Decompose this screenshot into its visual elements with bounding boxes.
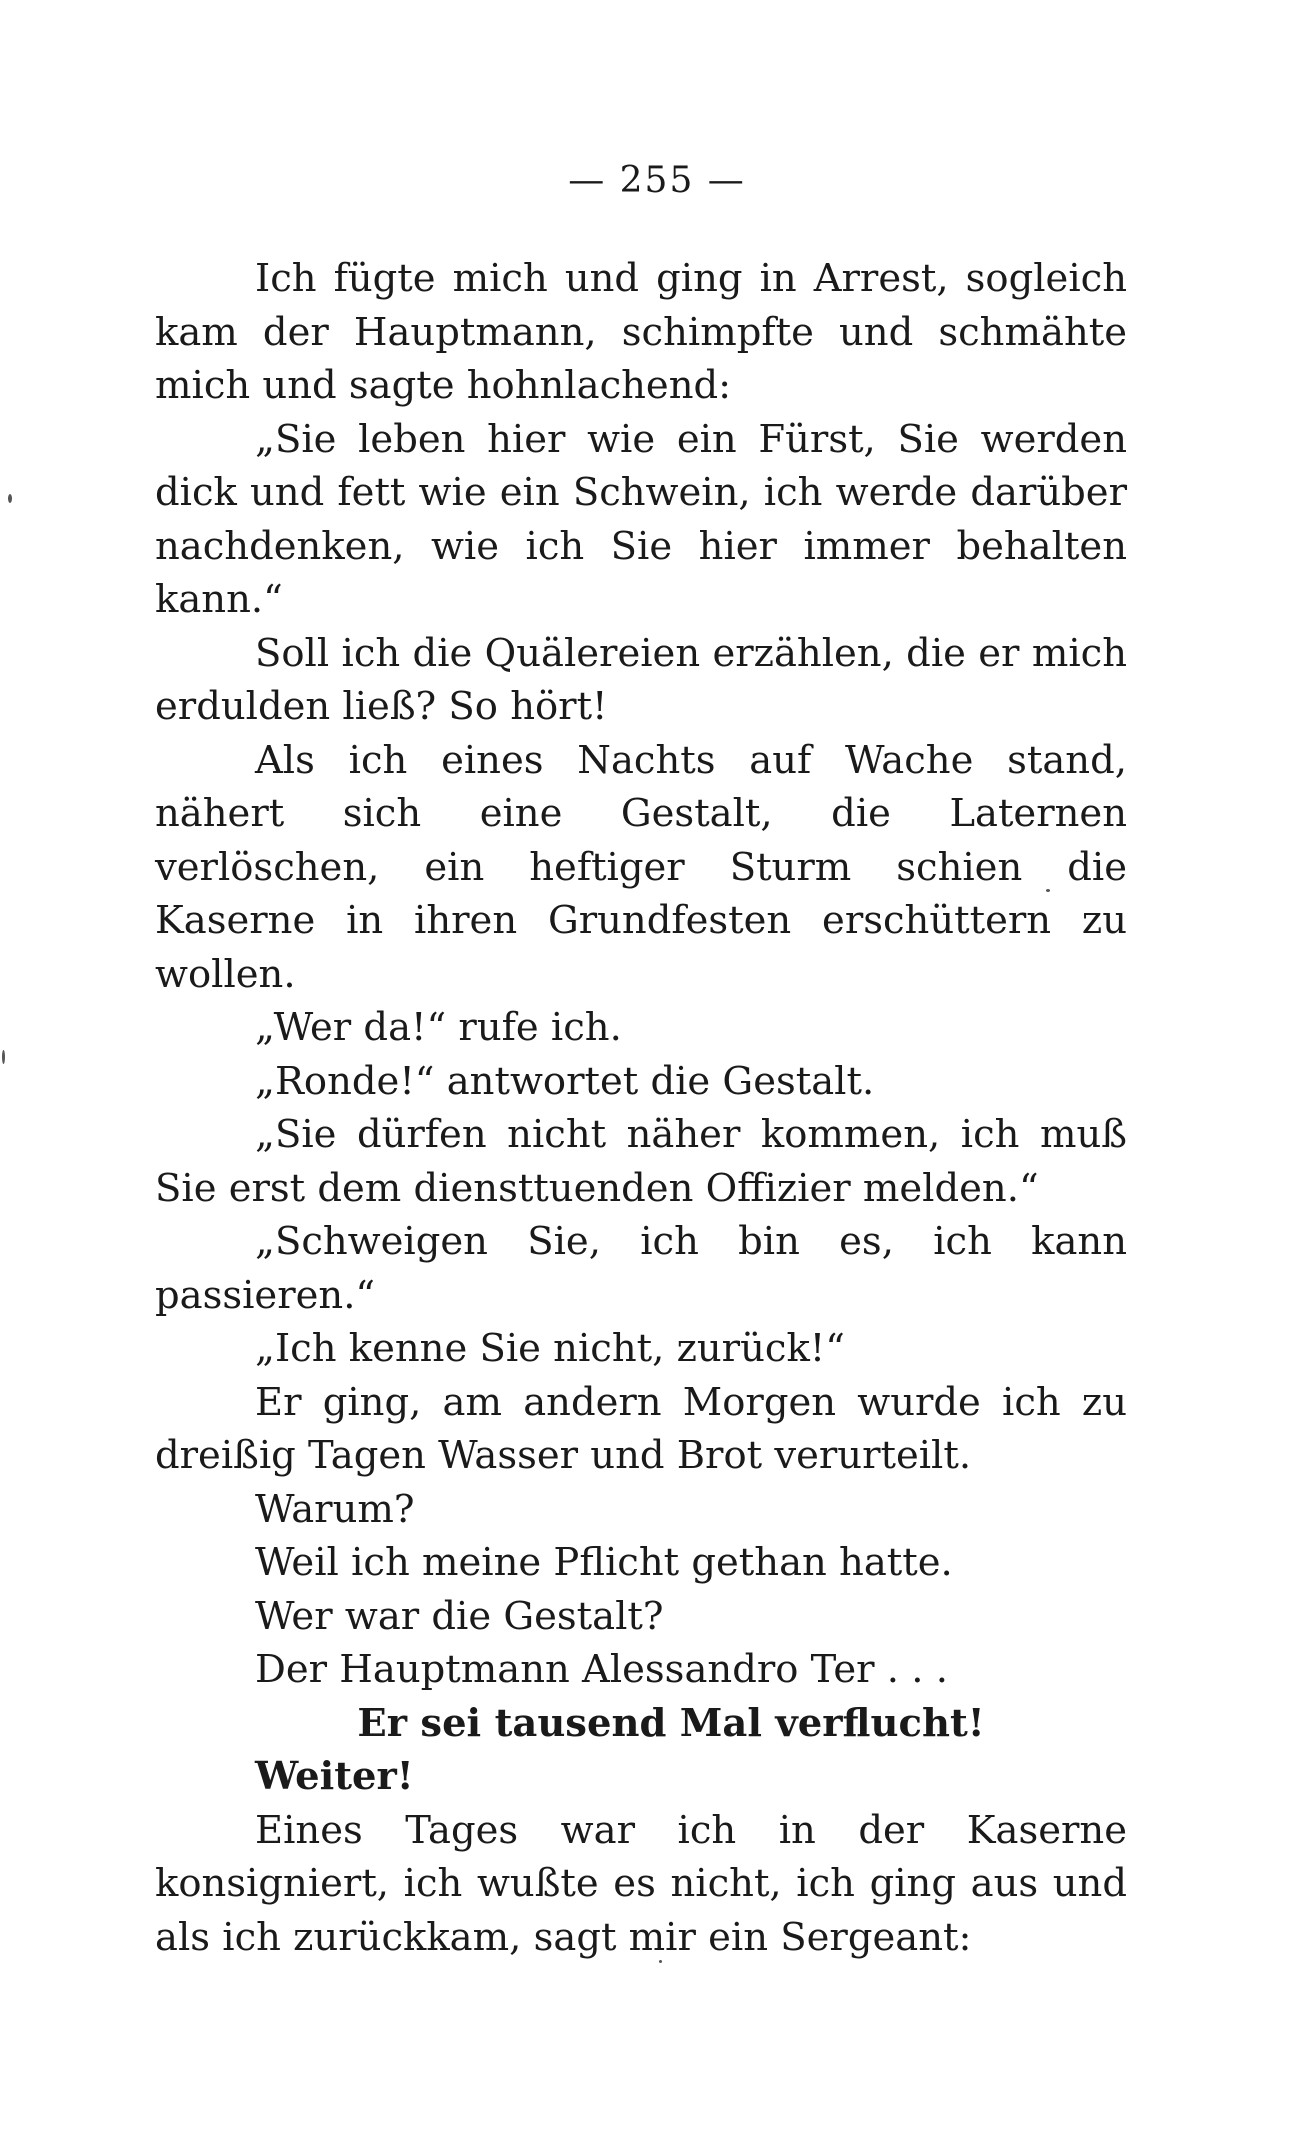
paragraph: Warum? <box>255 1486 415 1532</box>
paragraph: „Ich kenne Sie nicht, zurück!“ <box>255 1326 845 1371</box>
body-text <box>155 252 1127 1964</box>
paragraph: Weil ich meine Pflicht gethan hatte. <box>255 1540 953 1585</box>
paragraph: Wer war die Gestalt? <box>255 1593 664 1639</box>
page-number: — 255 — <box>568 160 746 201</box>
ink-speck <box>1046 889 1050 892</box>
paragraph: „Sie dürfen nicht näher kommen, ich muß Sie erst dem diensttuenden Offizier melden.“ <box>155 1112 1127 1211</box>
paragraph: Der Hauptmann Alessandro Ter . . . <box>255 1647 948 1692</box>
emphasized-exclamation: Weiter! <box>255 1754 414 1799</box>
emphasized-exclamation: Er sei tausend Mal verflucht! <box>357 1700 985 1746</box>
paragraph: „Schweigen Sie, ich bin es, ich kann passieren.“ <box>155 1219 1127 1318</box>
paragraph: Er ging, am andern Morgen wurde ich zu dreißig Tagen Wasser und Brot verurteilt. <box>155 1379 1127 1478</box>
paragraph: „Ronde!“ antwortet die Gestalt. <box>255 1058 875 1104</box>
paragraph: „Wer da!“ rufe ich. <box>255 1005 622 1050</box>
ink-speck <box>2 1050 5 1064</box>
paragraph: Soll ich die Quälereien erzählen, die er mich erdulden ließ? So hört! <box>155 630 1127 729</box>
paragraph: Eines Tages war ich in der Kaserne konsigniert, ich wußte es nicht, ich ging aus und als ich zurückkam, sagt mir ein Sergeant: <box>155 1807 1127 1960</box>
paragraph: Als ich eines Nachts auf Wache stand, nähert sich eine Gestalt, die Laternen verlöschen, ein heftiger Sturm schien die Kaserne in ihren Grundfesten erschüttern zu wollen. <box>155 737 1127 997</box>
ink-speck <box>8 494 12 503</box>
paragraph: Ich fügte mich und ging in Arrest, sogleich kam der Hauptmann, schimpfte und schmähte mich und sagte hohnlachend: <box>155 256 1127 408</box>
ink-speck <box>659 1960 662 1963</box>
paragraph: „Sie leben hier wie ein Fürst, Sie werden dick und fett wie ein Schwein, ich werde darüber nachdenken, wie ich Sie hier immer behalten kann.“ <box>155 416 1127 622</box>
